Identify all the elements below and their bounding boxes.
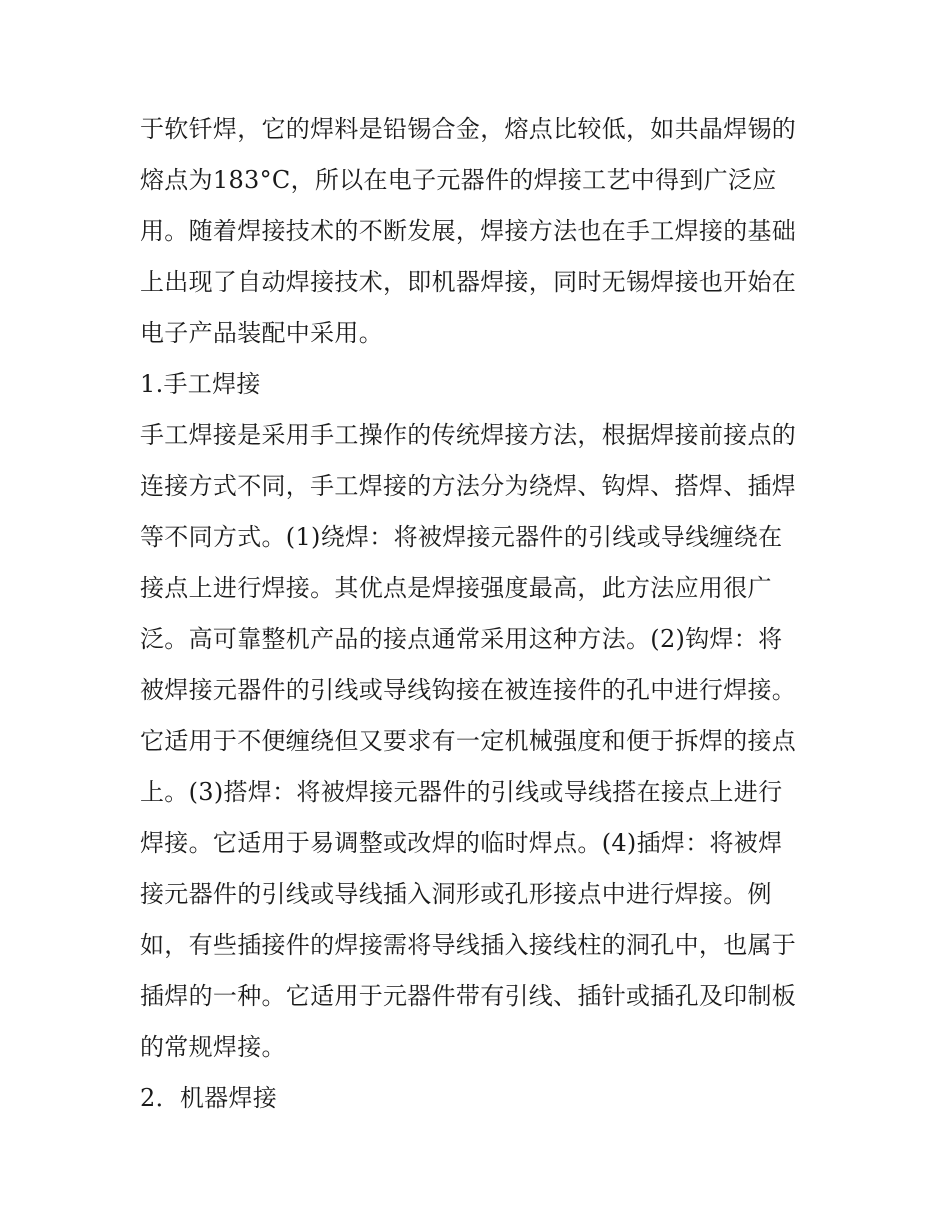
text-line: 用。随着焊接技术的不断发展，焊接方法也在手工焊接的基础 [140,217,797,245]
section-heading-manual-soldering: 1.手工焊接 [140,370,261,398]
text-line: 插焊的一种。它适用于元器件带有引线、插针或插孔及印制板 [140,982,797,1010]
text-line: 手工焊接是采用手工操作的传统焊接方法，根据焊接前接点的 [140,421,797,449]
text-line: 的常规焊接。 [140,1033,286,1061]
text-line: 于软钎焊，它的焊料是铅锡合金，熔点比较低，如共晶焊锡的 [140,115,797,143]
document-body [140,104,820,1124]
paragraph-manual-soldering [140,410,820,1073]
paragraph-intro [140,104,820,359]
text-line: 上出现了自动焊接技术，即机器焊接，同时无锡焊接也开始在 [140,268,797,296]
text-line: 接元器件的引线或导线插入洞形或孔形接点中进行焊接。例 [140,880,772,908]
text-line: 上。(3)搭焊：将被焊接元器件的引线或导线搭在接点上进行 [140,778,783,806]
text-line: 熔点为183°C，所以在电子元器件的焊接工艺中得到广泛应 [140,166,777,194]
text-line: 如，有些插接件的焊接需将导线插入接线柱的洞孔中，也属于 [140,931,797,959]
text-line: 等不同方式。(1)绕焊：将被焊接元器件的引线或导线缠绕在 [140,523,783,551]
text-line: 它适用于不便缠绕但又要求有一定机械强度和便于拆焊的接点 [140,727,797,755]
section-heading-machine-soldering: 2．机器焊接 [140,1084,278,1112]
text-line: 连接方式不同，手工焊接的方法分为绕焊、钩焊、搭焊、插焊 [140,472,797,500]
text-line: 电子产品装配中采用。 [140,319,383,347]
text-line: 被焊接元器件的引线或导线钩接在被连接件的孔中进行焊接。 [140,676,797,704]
text-line: 接点上进行焊接。其优点是焊接强度最高，此方法应用很广 [140,574,772,602]
text-line: 焊接。它适用于易调整或改焊的临时焊点。(4)插焊：将被焊 [140,829,783,857]
text-line: 泛。高可靠整机产品的接点通常采用这种方法。(2)钩焊：将 [140,625,783,653]
